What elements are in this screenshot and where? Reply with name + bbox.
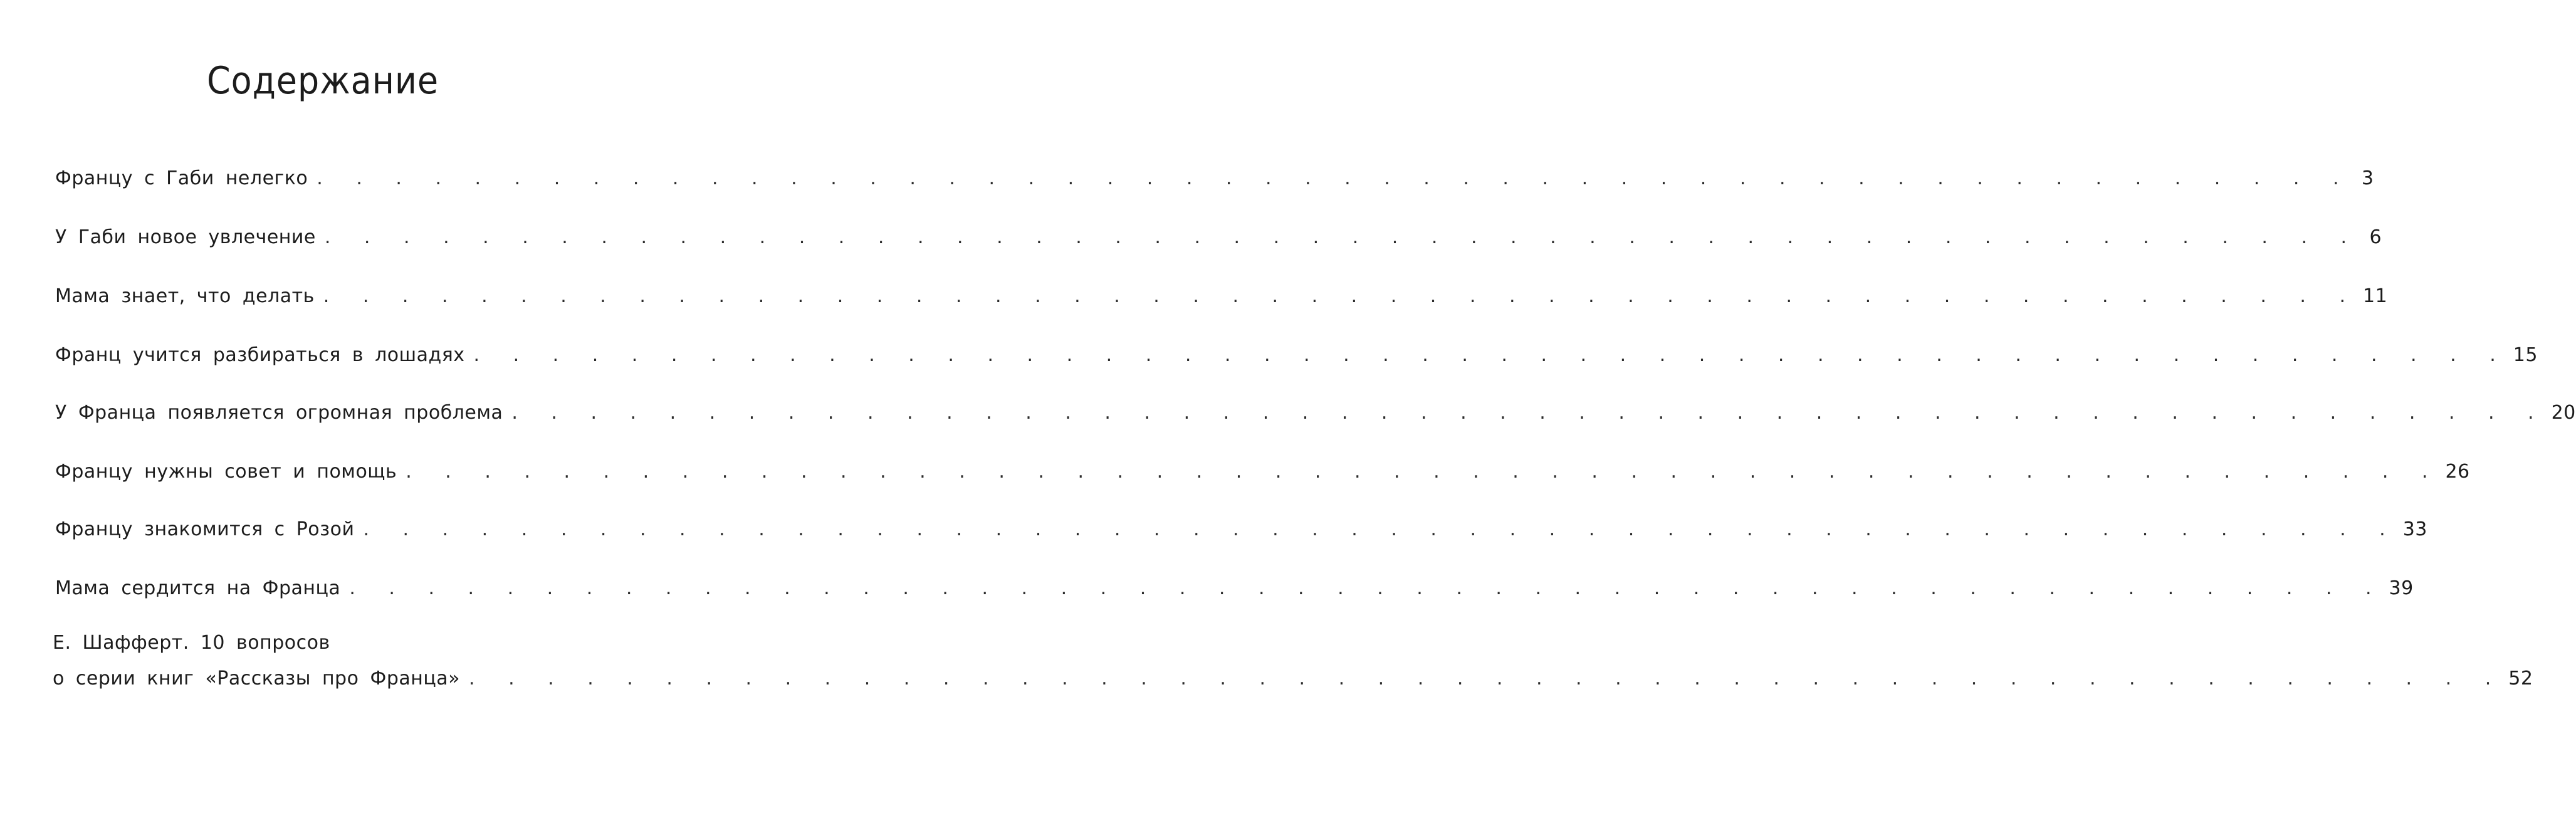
dot-leader: . . . . . . . . . . . . . . . . . . . . . . . . . . . . . . . . . . . . . . . . . . . . . . . . . . . . xyxy=(473,344,2507,366)
toc-entry-title-line1[interactable]: Е. Шафферт. 10 вопросов xyxy=(53,632,330,654)
toc-entry-page: 20 xyxy=(2551,402,2576,424)
toc-entry-page: 33 xyxy=(2402,518,2427,540)
toc-entry[interactable] xyxy=(55,338,2538,366)
page-title: Содержание xyxy=(207,59,439,103)
toc-entry-title: У Франца появляется огромная проблема xyxy=(55,402,503,424)
toc-entry[interactable] xyxy=(55,396,2576,424)
toc-entry[interactable] xyxy=(53,662,2533,689)
toc-entry-title: У Габи новое увлечение xyxy=(55,226,316,248)
toc-entry-page: 3 xyxy=(2361,167,2374,189)
toc-entry-title-line2: о серии книг «Рассказы про Франца» xyxy=(53,668,461,689)
dot-leader: . . . . . . . . . . . . . . . . . . . . . . . . . . . . . . . . . . . . . . . . . . . . . . . . . . . . xyxy=(363,518,2397,540)
toc-entry[interactable] xyxy=(55,513,2427,540)
toc-entry-title: Франц учится разбираться в лошадях xyxy=(55,344,465,366)
dot-leader: . . . . . . . . . . . . . . . . . . . . . . . . . . . . . . . . . . . . . . . . . . . . . . . . . . . . xyxy=(323,285,2357,307)
dot-leader: . . . . . . . . . . . . . . . . . . . . . . . . . . . . . . . . . . . . . . . . . . . . . . . . . . . . xyxy=(349,577,2383,599)
toc-entry-title: Францу с Габи нелегко xyxy=(55,167,308,189)
toc-entry-title: Мама сердится на Франца xyxy=(55,577,341,599)
toc-entry-title: Мама знает, что делать xyxy=(55,285,315,307)
toc-entry-title: Францу знакомится с Розой xyxy=(55,518,355,540)
toc-entry-page: 15 xyxy=(2513,344,2538,366)
toc-entry-page: 26 xyxy=(2445,461,2470,483)
dot-leader: . . . . . . . . . . . . . . . . . . . . . . . . . . . . . . . . . . . . . . . . . . . . . . . . . . . . xyxy=(406,461,2439,483)
dot-leader: . . . . . . . . . . . . . . . . . . . . . . . . . . . . . . . . . . . . . . . . . . . . . . . . . . . . xyxy=(469,668,2503,689)
toc-entry[interactable] xyxy=(55,572,2414,599)
toc-entry-page: 52 xyxy=(2508,668,2533,689)
dot-leader: . . . . . . . . . . . . . . . . . . . . . . . . . . . . . . . . . . . . . . . . . . . . . . . . . . . . xyxy=(317,167,2350,189)
toc-entry[interactable] xyxy=(55,455,2470,483)
toc-entry-page: 39 xyxy=(2389,577,2414,599)
toc-entry[interactable] xyxy=(55,221,2382,248)
dot-leader: . . . . . . . . . . . . . . . . . . . . . . . . . . . . . . . . . . . . . . . . . . . . . . . . . . . . xyxy=(324,226,2359,248)
toc-entry-page: 11 xyxy=(2363,285,2388,307)
toc-entry[interactable] xyxy=(55,280,2388,307)
toc-entry[interactable] xyxy=(55,162,2374,189)
toc-entry-page: 6 xyxy=(2369,226,2382,248)
toc-entry-title: Францу нужны совет и помощь xyxy=(55,461,397,483)
dot-leader: . . . . . . . . . . . . . . . . . . . . . . . . . . . . . . . . . . . . . . . . . . . . . . . . . . . . xyxy=(511,402,2545,424)
